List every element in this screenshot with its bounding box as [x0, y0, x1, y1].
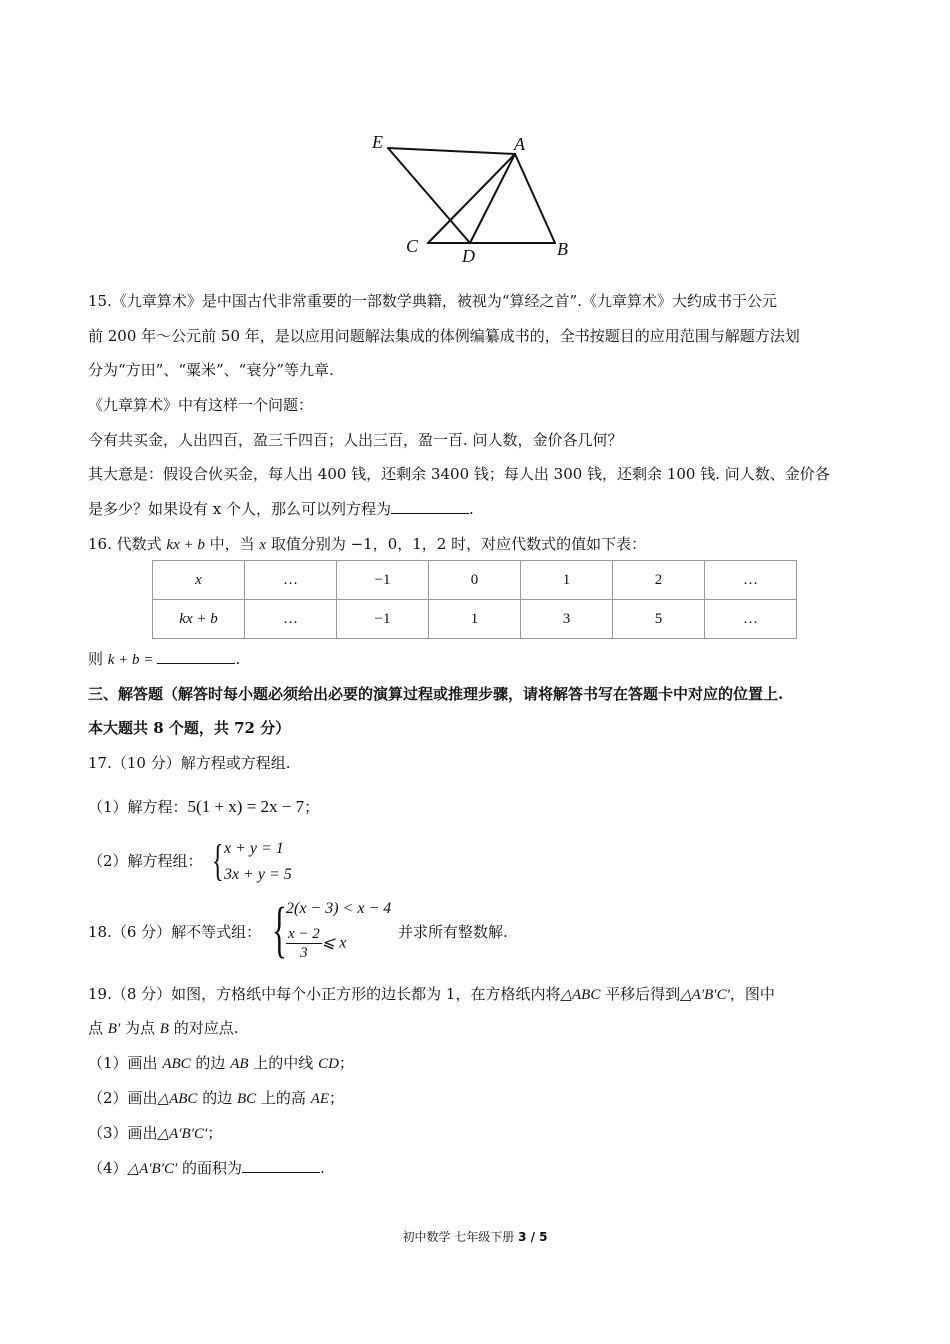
segment-ab — [515, 154, 555, 243]
q19-part4-mid: 的面积为 — [177, 1159, 243, 1177]
table-cell: kx + b — [153, 600, 245, 639]
footer-text: 初中数学 七年级下册 — [402, 1230, 519, 1244]
q16-answer-blank[interactable] — [157, 649, 235, 664]
triangle-figure-svg — [360, 128, 590, 268]
q19-part1-mid1: 的边 — [190, 1054, 231, 1072]
q19-point-b: B — [159, 1021, 169, 1037]
q19-part2 — [88, 1088, 344, 1109]
q15-line5: 今有共买金，人出四百，盈三千四百；人出三百，盈一百. 问人数，金价各几何？ — [88, 431, 623, 449]
q18-tail: 并求所有整数解. — [398, 923, 508, 941]
q16-answer-post: . — [235, 650, 241, 668]
q16-expr: kx + b — [166, 537, 205, 553]
q15-line7-post: . — [469, 500, 474, 518]
q19-area-answer-blank[interactable] — [242, 1158, 320, 1173]
q18-ineq2-relation: ⩽ x — [321, 934, 347, 952]
q15-line1: 15.《九章算术》是中国古代非常重要的一部数学典籍，被视为“算经之首”.《九章算术》大约成书于公元 — [88, 292, 777, 310]
q17-system-eq2: 3x + y = 5 — [224, 866, 292, 883]
q18-fraction-denominator: 3 — [300, 945, 308, 961]
q19-line1-post: ，图中 — [729, 985, 775, 1003]
table-cell: … — [705, 561, 797, 600]
q15-line6: 其大意是：假设合伙买金，每人出 400 钱，还剩余 3400 钱；每人出 300 钱，还剩余 100 钱. 问人数、金价各 — [88, 465, 830, 483]
q17-part1-label: （1）解方程： — [88, 798, 188, 816]
q18-fraction-numerator: x − 2 — [288, 926, 320, 942]
q15-line2: 前 200 年～公元前 50 年，是以应用问题解法集成的体例编纂成书的，全书按题目的应用范围与解题方法划 — [88, 327, 800, 345]
q19-line2-post: 的对应点. — [168, 1019, 239, 1037]
segment-ea — [388, 148, 515, 154]
q16-answer-expr: k + b = — [107, 652, 154, 668]
table-cell: 3 — [521, 600, 613, 639]
q17-part1 — [88, 797, 319, 817]
segment-ed — [388, 148, 470, 243]
q15-line4: 《九章算术》中有这样一个问题： — [88, 396, 314, 414]
table-cell: … — [245, 600, 337, 639]
q16-pre: 16. 代数式 — [88, 535, 167, 553]
q19-part2-pre: （2）画出 — [88, 1089, 158, 1107]
q19-part3-triangle: △A′B′C′ — [157, 1126, 208, 1142]
q19-part4-post: . — [320, 1159, 325, 1177]
q18-ineq1: 2(x − 3) < x − 4 — [286, 900, 392, 917]
table-cell: 2 — [613, 561, 705, 600]
q17-title: 17.（10 分）解方程或方程组. — [88, 754, 291, 772]
table-cell: 1 — [429, 600, 521, 639]
left-brace-icon: { — [272, 896, 287, 964]
q19-part4 — [88, 1158, 325, 1179]
q19-part2-mid1: 的边 — [197, 1089, 237, 1107]
table-cell: … — [705, 600, 797, 639]
table-cell: 1 — [521, 561, 613, 600]
q19-part1-pre: （1）画出 — [88, 1054, 163, 1072]
q19-part1-cd: CD — [318, 1056, 339, 1072]
q18-fraction — [286, 925, 322, 962]
q19-part2-abc: △ABC — [157, 1091, 198, 1107]
q17-system-eq1: x + y = 1 — [224, 840, 284, 857]
q19-line2-mid: 为点 — [120, 1019, 160, 1037]
q16-answer-pre: 则 — [88, 650, 108, 668]
q19-line1-mid: 平移后得到 — [600, 985, 681, 1003]
q16-mid1: 中，当 — [204, 535, 260, 553]
q19-part4-triangle: △A′B′C′ — [127, 1161, 178, 1177]
page-footer — [0, 1228, 950, 1245]
q19-part1 — [88, 1053, 354, 1074]
section3-heading-line1: 三、解答题（解答时每小题必须给出必要的演算过程或推理步骤，请将解答书写在答题卡中对应的位置上. — [88, 685, 784, 703]
q19-line2 — [88, 1018, 239, 1039]
q19-part3 — [88, 1123, 222, 1144]
table-cell: −1 — [337, 561, 429, 600]
q19-part2-post: ； — [329, 1089, 345, 1107]
q16-var: x — [259, 537, 267, 553]
q18-label: 18.（6 分）解不等式组： — [88, 923, 262, 941]
q19-part1-post: ； — [338, 1054, 354, 1072]
q19-part2-mid2: 上的高 — [256, 1089, 311, 1107]
q19-part1-mid2: 上的中线 — [248, 1054, 319, 1072]
q19-part1-ab: AB — [230, 1056, 249, 1072]
q15-line7-pre: 是多少？如果设有 x 个人，那么可以列方程为 — [88, 500, 391, 518]
q16-value-table — [152, 560, 797, 639]
q15-answer-blank[interactable] — [391, 499, 469, 514]
q19-line1 — [88, 984, 775, 1005]
q19-part2-bc: BC — [236, 1091, 257, 1107]
q15-line3: 分为“方田”、“粟米”、“衰分”等九章. — [88, 361, 334, 379]
table-row — [153, 600, 797, 639]
q19-triangle-abc: △ABC — [560, 987, 601, 1003]
q16-answer-line — [88, 649, 240, 670]
triangle-figure — [360, 128, 590, 268]
q19-line2-pre: 点 — [88, 1019, 108, 1037]
segment-ac — [428, 154, 515, 243]
q19-part3-pre: （3）画出 — [88, 1124, 158, 1142]
q18-ineq2 — [286, 925, 346, 962]
left-brace-icon: { — [212, 836, 224, 885]
q19-part1-abc: ABC — [162, 1056, 191, 1072]
table-cell: −1 — [337, 600, 429, 639]
label-c: C — [406, 236, 419, 256]
table-cell: 0 — [429, 561, 521, 600]
label-b: B — [557, 239, 568, 259]
table-row — [153, 561, 797, 600]
q17-part1-end: ； — [304, 798, 320, 816]
q18-system — [272, 897, 402, 971]
page-number: 3 / 5 — [518, 1230, 548, 1244]
q19-triangle-abc-prime: △A′B′C′ — [680, 987, 730, 1003]
q16-intro — [88, 534, 646, 555]
q17-system — [212, 836, 312, 890]
label-d: D — [462, 246, 475, 266]
q19-part2-ae: AE — [310, 1091, 330, 1107]
table-cell: x — [153, 561, 245, 600]
q19-part4-pre: （4） — [88, 1159, 128, 1177]
section3-heading-line2: 本大题共 8 个题，共 72 分） — [88, 719, 291, 737]
q19-line1-pre: 19.（8 分）如图，方格纸中每个小正方形的边长都为 1，在方格纸内将 — [88, 985, 561, 1003]
table-cell: … — [245, 561, 337, 600]
q15-line7 — [88, 499, 474, 519]
q17-part2-label: （2）解方程组： — [88, 852, 203, 870]
q17-part1-equation: 5(1 + x) = 2x − 7 — [187, 797, 305, 816]
q19-point-b-prime: B′ — [107, 1021, 121, 1037]
q16-mid2: 取值分别为 −1，0，1，2 时，对应代数式的值如下表： — [266, 535, 647, 553]
label-a: A — [514, 134, 525, 154]
segment-ad — [470, 154, 515, 243]
q17-part2 — [88, 851, 203, 871]
table-cell: 5 — [613, 600, 705, 639]
label-e: E — [372, 132, 383, 152]
q19-part3-post: ； — [207, 1124, 223, 1142]
